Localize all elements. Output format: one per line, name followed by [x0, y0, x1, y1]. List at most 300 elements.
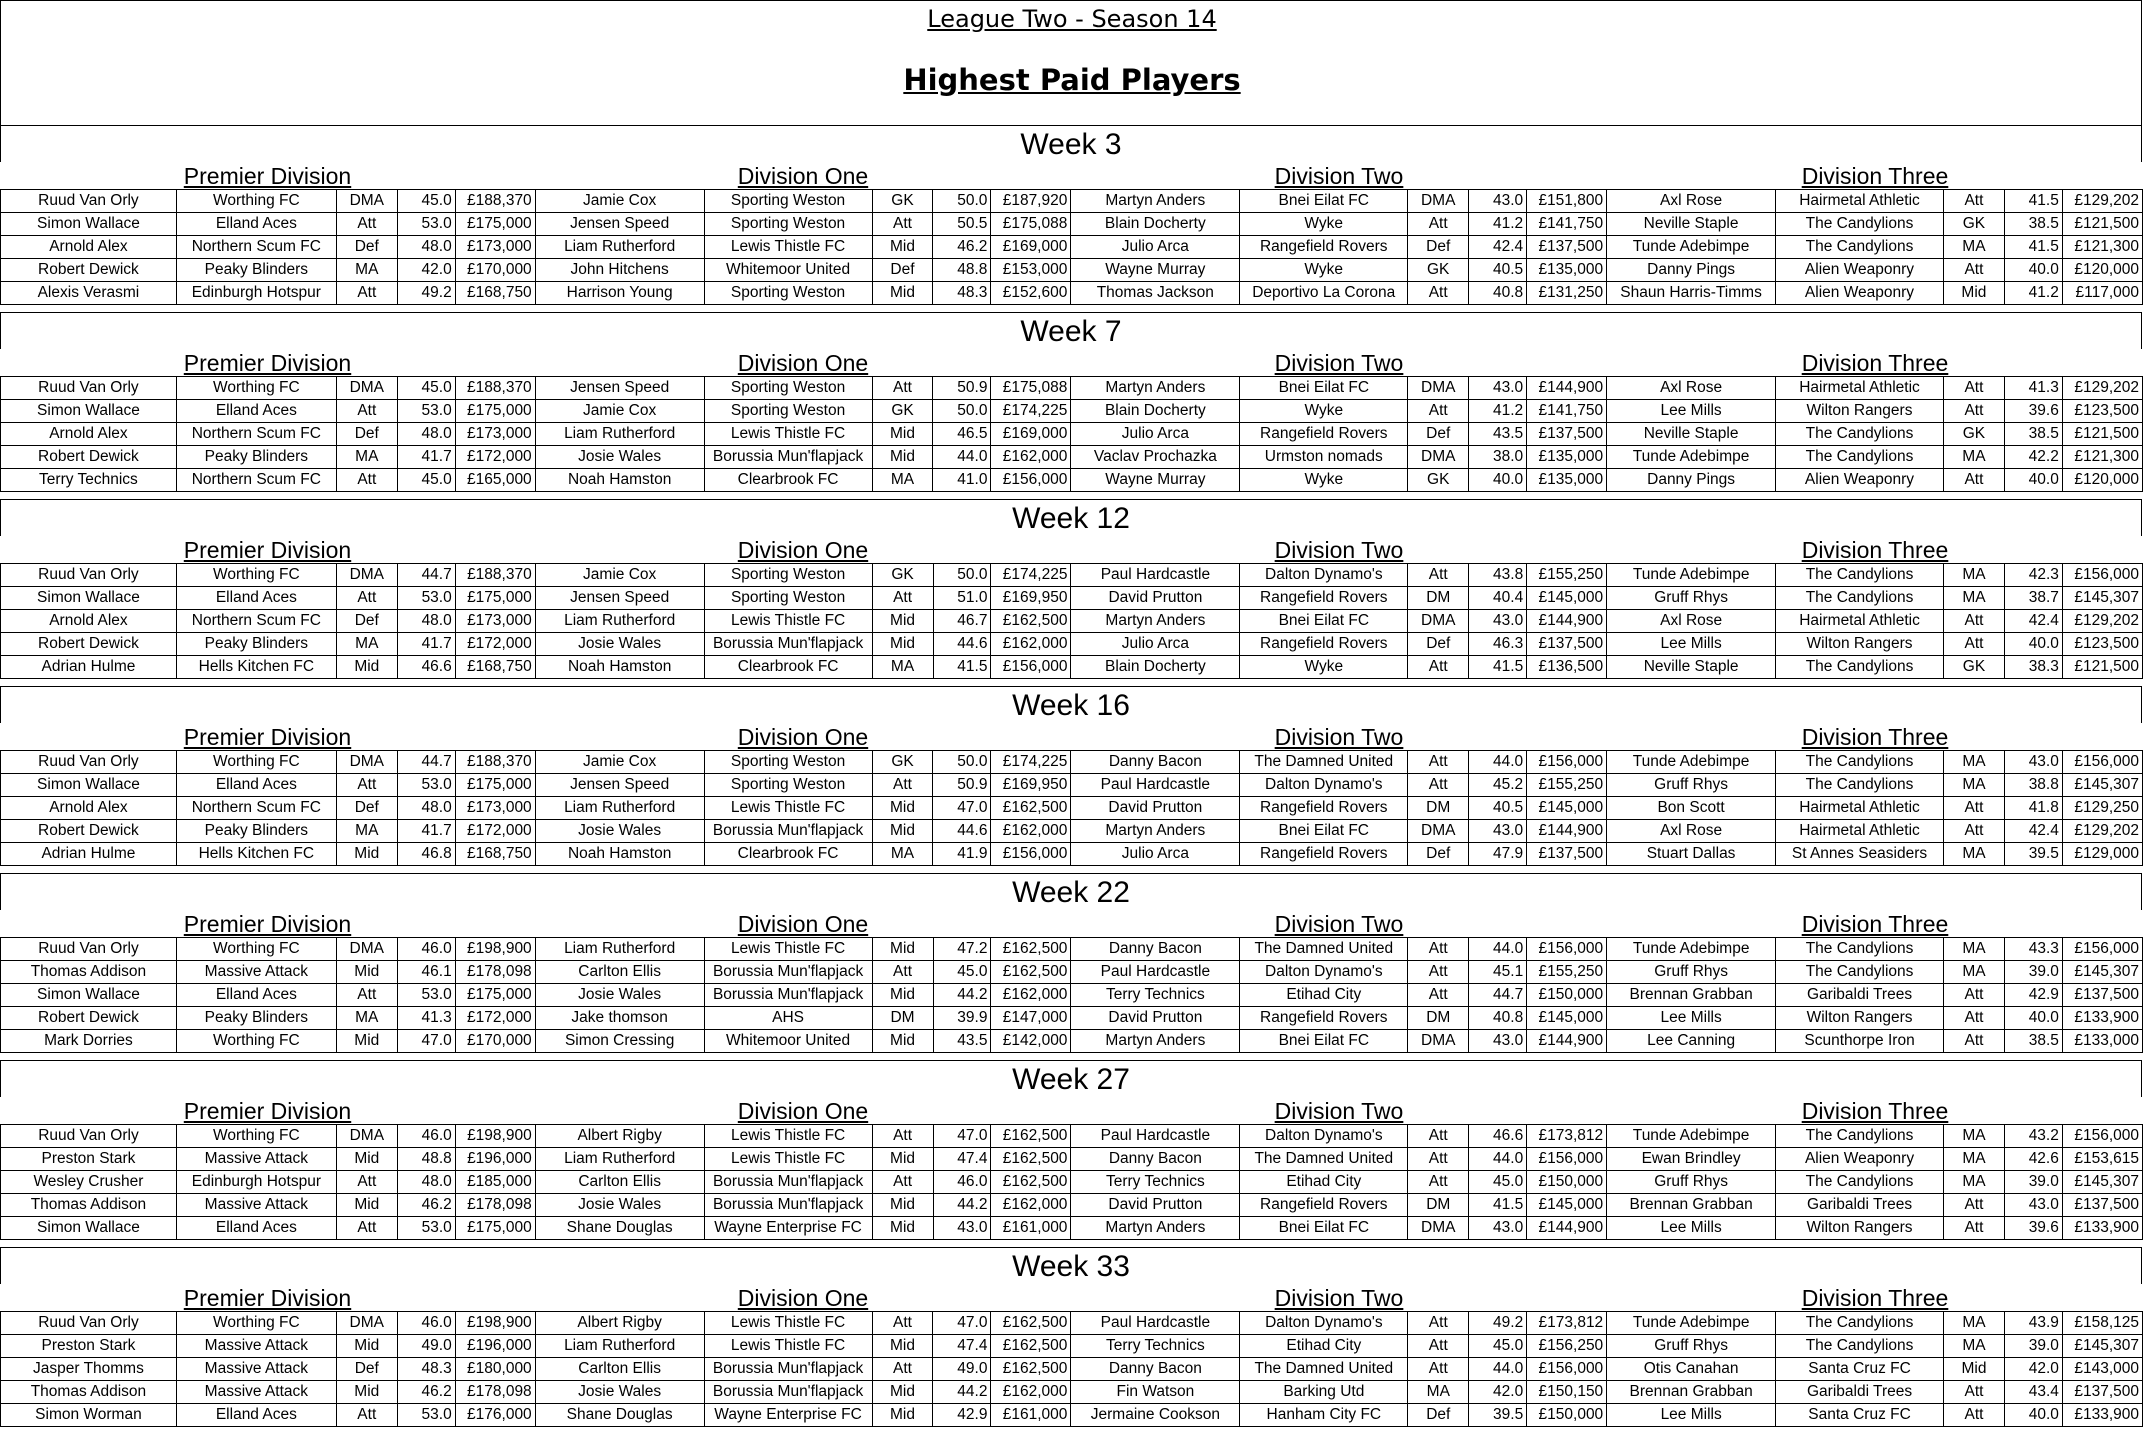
- position-cell: Mid: [872, 1381, 933, 1404]
- club-cell: The Candylions: [1776, 774, 1944, 797]
- player-cell: Tunde Adebimpe: [1607, 564, 1776, 587]
- rating-cell: 47.0: [933, 1312, 991, 1335]
- wage-cell: £172,000: [455, 820, 535, 843]
- wage-cell: £172,000: [455, 633, 535, 656]
- player-cell: Liam Rutherford: [535, 1335, 704, 1358]
- club-cell: Clearbrook FC: [704, 843, 872, 866]
- position-cell: DMA: [336, 190, 397, 213]
- player-cell: Ruud Van Orly: [1, 1125, 177, 1148]
- rating-cell: 50.5: [933, 213, 991, 236]
- club-cell: Whitemoor United: [704, 1030, 872, 1053]
- wage-cell: £198,900: [455, 1312, 535, 1335]
- table-row: [1, 469, 2143, 492]
- position-cell: Att: [1944, 610, 2005, 633]
- position-cell: Mid: [872, 1148, 933, 1171]
- division-header: Division Three: [1801, 350, 1949, 376]
- rating-cell: 44.6: [933, 633, 991, 656]
- division-header: Division Three: [1801, 1098, 1949, 1124]
- wage-cell: £162,500: [991, 610, 1071, 633]
- club-cell: Bnei Eilat FC: [1240, 610, 1408, 633]
- wage-cell: £175,000: [455, 984, 535, 1007]
- player-cell: Julio Arca: [1071, 423, 1240, 446]
- player-cell: Robert Dewick: [1, 633, 177, 656]
- rating-cell: 46.0: [397, 1125, 455, 1148]
- position-cell: Mid: [336, 1381, 397, 1404]
- club-cell: The Damned United: [1240, 1148, 1408, 1171]
- player-cell: Brennan Grabban: [1607, 1381, 1776, 1404]
- position-cell: Att: [872, 1171, 933, 1194]
- position-cell: Mid: [1943, 282, 2004, 305]
- rating-cell: 46.5: [933, 423, 991, 446]
- rating-cell: 43.2: [2004, 1125, 2062, 1148]
- club-cell: Bnei Eilat FC: [1240, 377, 1408, 400]
- table-row: [1, 961, 2143, 984]
- position-cell: Mid: [872, 633, 933, 656]
- position-cell: GK: [872, 751, 933, 774]
- rating-cell: 50.0: [933, 564, 991, 587]
- wage-cell: £120,000: [2062, 469, 2142, 492]
- club-cell: The Candylions: [1776, 213, 1944, 236]
- player-cell: Martyn Anders: [1071, 610, 1240, 633]
- position-cell: Def: [1408, 843, 1469, 866]
- position-cell: Att: [1943, 820, 2004, 843]
- player-cell: Ruud Van Orly: [1, 564, 177, 587]
- wage-cell: £131,250: [1527, 282, 1607, 305]
- position-cell: Mid: [872, 446, 933, 469]
- position-cell: DMA: [336, 377, 397, 400]
- player-cell: Noah Hamston: [535, 469, 704, 492]
- position-cell: Def: [1408, 1404, 1469, 1427]
- position-cell: Att: [1944, 1381, 2005, 1404]
- wage-cell: £172,000: [455, 446, 535, 469]
- position-cell: Att: [1408, 400, 1469, 423]
- club-cell: The Candylions: [1776, 938, 1944, 961]
- club-cell: Garibaldi Trees: [1776, 984, 1944, 1007]
- table-row: [1, 1194, 2143, 1217]
- wage-cell: £175,000: [455, 400, 535, 423]
- rating-cell: 43.0: [2004, 1194, 2062, 1217]
- division-header: Division Two: [1274, 724, 1404, 750]
- wage-cell: £162,500: [991, 1358, 1071, 1381]
- weeks-container: [0, 125, 2143, 1434]
- wage-cell: £188,370: [455, 564, 535, 587]
- player-cell: Alexis Verasmi: [1, 282, 177, 305]
- player-cell: Paul Hardcastle: [1071, 774, 1240, 797]
- club-cell: Garibaldi Trees: [1776, 1381, 1944, 1404]
- club-cell: The Candylions: [1776, 961, 1944, 984]
- table-row: [1, 633, 2143, 656]
- club-cell: Rangefield Rovers: [1240, 423, 1408, 446]
- wage-cell: £175,000: [455, 587, 535, 610]
- division-header: Division Two: [1274, 350, 1404, 376]
- position-cell: Att: [1408, 1125, 1469, 1148]
- player-cell: Josie Wales: [535, 984, 704, 1007]
- wage-cell: £144,900: [1527, 1030, 1607, 1053]
- player-cell: Fin Watson: [1071, 1381, 1240, 1404]
- rating-cell: 43.0: [2004, 751, 2062, 774]
- club-cell: The Candylions: [1776, 1335, 1944, 1358]
- club-cell: Lewis Thistle FC: [704, 797, 872, 820]
- rating-cell: 41.9: [933, 843, 991, 866]
- position-cell: Def: [1408, 423, 1469, 446]
- player-cell: Robert Dewick: [1, 1007, 177, 1030]
- rating-cell: 41.7: [397, 446, 455, 469]
- rating-cell: 42.9: [2004, 984, 2062, 1007]
- player-cell: Simon Wallace: [1, 587, 177, 610]
- club-cell: The Candylions: [1776, 656, 1944, 679]
- table-row: [1, 984, 2143, 1007]
- wage-cell: £156,000: [1527, 938, 1607, 961]
- club-cell: Elland Aces: [176, 400, 336, 423]
- wage-cell: £196,000: [455, 1148, 535, 1171]
- club-cell: St Annes Seasiders: [1776, 843, 1944, 866]
- wage-cell: £174,225: [991, 751, 1071, 774]
- players-table: [0, 750, 2143, 866]
- wage-cell: £144,900: [1527, 1217, 1607, 1240]
- rating-cell: 40.5: [1469, 797, 1527, 820]
- club-cell: The Candylions: [1776, 1312, 1944, 1335]
- player-cell: Albert Rigby: [535, 1312, 704, 1335]
- club-cell: Worthing FC: [176, 751, 336, 774]
- rating-cell: 42.4: [2004, 820, 2062, 843]
- division-header: Division One: [737, 724, 869, 750]
- player-cell: Albert Rigby: [535, 1125, 704, 1148]
- rating-cell: 41.2: [1469, 400, 1527, 423]
- player-cell: Thomas Addison: [1, 1381, 177, 1404]
- position-cell: Mid: [872, 423, 933, 446]
- division-header: Division Two: [1274, 163, 1404, 189]
- position-cell: Mid: [336, 1148, 397, 1171]
- club-cell: Peaky Blinders: [176, 1007, 336, 1030]
- wage-cell: £162,000: [991, 820, 1071, 843]
- wage-cell: £142,000: [991, 1030, 1071, 1053]
- rating-cell: 41.5: [933, 656, 991, 679]
- rating-cell: 40.0: [2004, 259, 2062, 282]
- position-cell: Def: [336, 797, 397, 820]
- position-cell: Att: [336, 469, 397, 492]
- rating-cell: 42.0: [1469, 1381, 1527, 1404]
- player-cell: Tunde Adebimpe: [1607, 236, 1776, 259]
- wage-cell: £161,000: [991, 1404, 1071, 1427]
- wage-cell: £169,000: [991, 236, 1071, 259]
- club-cell: Wyke: [1240, 213, 1408, 236]
- position-cell: Att: [872, 213, 933, 236]
- wage-cell: £150,000: [1527, 1171, 1607, 1194]
- club-cell: Sporting Weston: [704, 751, 872, 774]
- club-cell: Hairmetal Athletic: [1776, 377, 1944, 400]
- wage-cell: £176,000: [455, 1404, 535, 1427]
- club-cell: Sporting Weston: [704, 400, 872, 423]
- wage-cell: £162,500: [991, 1171, 1071, 1194]
- rating-cell: 53.0: [397, 1404, 455, 1427]
- rating-cell: 47.9: [1469, 843, 1527, 866]
- player-cell: Paul Hardcastle: [1071, 1312, 1240, 1335]
- division-header: Division Three: [1801, 911, 1949, 937]
- player-cell: Mark Dorries: [1, 1030, 177, 1053]
- club-cell: Borussia Mun'flapjack: [704, 984, 872, 1007]
- wage-cell: £156,000: [1527, 1358, 1607, 1381]
- player-cell: Ruud Van Orly: [1, 190, 177, 213]
- player-cell: Stuart Dallas: [1607, 843, 1776, 866]
- wage-cell: £173,000: [455, 610, 535, 633]
- position-cell: Att: [1408, 1171, 1469, 1194]
- rating-cell: 42.0: [397, 259, 455, 282]
- player-cell: Terry Technics: [1, 469, 177, 492]
- player-cell: Jamie Cox: [535, 751, 704, 774]
- position-cell: DMA: [1408, 377, 1469, 400]
- club-cell: Peaky Blinders: [176, 820, 336, 843]
- rating-cell: 39.0: [2004, 961, 2062, 984]
- position-cell: Att: [1943, 400, 2004, 423]
- club-cell: AHS: [704, 1007, 872, 1030]
- position-cell: Att: [336, 984, 397, 1007]
- wage-cell: £145,307: [2062, 1335, 2142, 1358]
- rating-cell: 49.2: [1469, 1312, 1527, 1335]
- wage-cell: £172,000: [455, 1007, 535, 1030]
- club-cell: The Candylions: [1776, 564, 1944, 587]
- position-cell: Att: [336, 400, 397, 423]
- player-cell: Brennan Grabban: [1607, 1194, 1776, 1217]
- player-cell: John Hitchens: [535, 259, 704, 282]
- player-cell: Gruff Rhys: [1607, 587, 1776, 610]
- player-cell: Lee Mills: [1607, 633, 1776, 656]
- position-cell: Att: [1944, 633, 2005, 656]
- rating-cell: 46.7: [933, 610, 991, 633]
- rating-cell: 42.4: [1469, 236, 1527, 259]
- position-cell: Mid: [872, 1335, 933, 1358]
- player-cell: Preston Stark: [1, 1148, 177, 1171]
- club-cell: Urmston nomads: [1240, 446, 1408, 469]
- rating-cell: 38.7: [2004, 587, 2062, 610]
- position-cell: Mid: [872, 820, 933, 843]
- wage-cell: £198,900: [455, 1125, 535, 1148]
- player-cell: Ewan Brindley: [1607, 1148, 1776, 1171]
- player-cell: Neville Staple: [1607, 656, 1776, 679]
- wage-cell: £155,250: [1527, 961, 1607, 984]
- club-cell: Rangefield Rovers: [1240, 843, 1408, 866]
- wage-cell: £129,202: [2062, 820, 2142, 843]
- wage-cell: £162,000: [991, 446, 1071, 469]
- rating-cell: 42.9: [933, 1404, 991, 1427]
- rating-cell: 43.5: [933, 1030, 991, 1053]
- club-cell: Hairmetal Athletic: [1776, 797, 1944, 820]
- player-cell: Bon Scott: [1607, 797, 1776, 820]
- rating-cell: 43.8: [1469, 564, 1527, 587]
- rating-cell: 53.0: [397, 587, 455, 610]
- division-header: Division Three: [1801, 724, 1949, 750]
- club-cell: Santa Cruz FC: [1776, 1358, 1944, 1381]
- player-cell: Otis Canahan: [1607, 1358, 1776, 1381]
- position-cell: Mid: [872, 1194, 933, 1217]
- week-title: Week 7: [0, 312, 2142, 349]
- league-title: League Two - Season 14: [927, 5, 1217, 33]
- player-cell: Danny Bacon: [1071, 751, 1240, 774]
- table-row: [1, 774, 2143, 797]
- club-cell: Hairmetal Athletic: [1776, 190, 1944, 213]
- player-cell: Noah Hamston: [535, 656, 704, 679]
- club-cell: Hanham City FC: [1240, 1404, 1408, 1427]
- division-header: Division One: [737, 1098, 869, 1124]
- position-cell: MA: [336, 446, 397, 469]
- table-row: [1, 1381, 2143, 1404]
- rating-cell: 41.7: [397, 633, 455, 656]
- position-cell: Att: [1943, 1194, 2004, 1217]
- club-cell: Bnei Eilat FC: [1240, 1217, 1408, 1240]
- club-cell: Clearbrook FC: [704, 656, 872, 679]
- club-cell: Hairmetal Athletic: [1776, 610, 1944, 633]
- position-cell: Att: [1408, 282, 1469, 305]
- wage-cell: £137,500: [2062, 984, 2142, 1007]
- wage-cell: £173,000: [455, 797, 535, 820]
- club-cell: Bnei Eilat FC: [1240, 820, 1408, 843]
- rating-cell: 45.0: [933, 961, 991, 984]
- position-cell: Att: [1408, 1312, 1469, 1335]
- position-cell: Att: [1408, 213, 1469, 236]
- rating-cell: 38.5: [2004, 1030, 2062, 1053]
- player-cell: Martyn Anders: [1071, 377, 1240, 400]
- wage-cell: £133,900: [2062, 1007, 2142, 1030]
- position-cell: DMA: [1408, 1217, 1469, 1240]
- wage-cell: £170,000: [455, 1030, 535, 1053]
- player-cell: Robert Dewick: [1, 259, 177, 282]
- position-cell: MA: [336, 633, 397, 656]
- rating-cell: 51.0: [933, 587, 991, 610]
- position-cell: MA: [1943, 843, 2004, 866]
- wage-cell: £162,500: [991, 1125, 1071, 1148]
- wage-cell: £150,000: [1527, 1404, 1607, 1427]
- table-row: [1, 1030, 2143, 1053]
- player-cell: Paul Hardcastle: [1071, 1125, 1240, 1148]
- rating-cell: 49.0: [397, 1335, 455, 1358]
- player-cell: Danny Pings: [1607, 469, 1776, 492]
- rating-cell: 48.0: [397, 236, 455, 259]
- club-cell: Elland Aces: [176, 774, 336, 797]
- club-cell: Deportivo La Corona: [1240, 282, 1408, 305]
- club-cell: Peaky Blinders: [176, 259, 336, 282]
- rating-cell: 40.5: [1469, 259, 1527, 282]
- player-cell: Tunde Adebimpe: [1607, 1312, 1776, 1335]
- club-cell: Borussia Mun'flapjack: [704, 1171, 872, 1194]
- table-row: [1, 190, 2143, 213]
- club-cell: Worthing FC: [176, 564, 336, 587]
- player-cell: Martyn Anders: [1071, 1030, 1240, 1053]
- player-cell: Tunde Adebimpe: [1607, 938, 1776, 961]
- rating-cell: 46.2: [933, 236, 991, 259]
- club-cell: Hells Kitchen FC: [176, 656, 336, 679]
- position-cell: Att: [336, 282, 397, 305]
- wage-cell: £168,750: [455, 282, 535, 305]
- wage-cell: £123,500: [2062, 633, 2142, 656]
- wage-cell: £144,900: [1527, 610, 1607, 633]
- wage-cell: £123,500: [2062, 400, 2142, 423]
- club-cell: Scunthorpe Iron: [1776, 1030, 1944, 1053]
- wage-cell: £150,150: [1527, 1381, 1607, 1404]
- position-cell: Att: [872, 1312, 933, 1335]
- wage-cell: £178,098: [455, 961, 535, 984]
- club-cell: Borussia Mun'flapjack: [704, 446, 872, 469]
- club-cell: Sporting Weston: [704, 282, 872, 305]
- club-cell: Peaky Blinders: [176, 446, 336, 469]
- club-cell: Santa Cruz FC: [1776, 1404, 1944, 1427]
- wage-cell: £145,307: [2062, 774, 2142, 797]
- rating-cell: 45.2: [1469, 774, 1527, 797]
- player-cell: Adrian Hulme: [1, 843, 177, 866]
- player-cell: Arnold Alex: [1, 610, 177, 633]
- rating-cell: 39.6: [2004, 400, 2062, 423]
- position-cell: Att: [1943, 190, 2004, 213]
- player-cell: Harrison Young: [535, 282, 704, 305]
- wage-cell: £133,000: [2062, 1030, 2142, 1053]
- wage-cell: £121,300: [2062, 236, 2142, 259]
- wage-cell: £162,000: [991, 633, 1071, 656]
- position-cell: Mid: [872, 797, 933, 820]
- player-cell: Robert Dewick: [1, 820, 177, 843]
- players-table: [0, 1311, 2143, 1427]
- wage-cell: £156,000: [1527, 751, 1607, 774]
- position-cell: DMA: [1408, 446, 1469, 469]
- player-cell: Lee Mills: [1607, 1007, 1776, 1030]
- club-cell: Worthing FC: [176, 377, 336, 400]
- rating-cell: 43.0: [1469, 1217, 1527, 1240]
- rating-cell: 43.0: [1469, 820, 1527, 843]
- player-cell: Josie Wales: [535, 446, 704, 469]
- player-cell: Adrian Hulme: [1, 656, 177, 679]
- division-header: Premier Division: [183, 1098, 352, 1124]
- position-cell: Att: [1408, 656, 1469, 679]
- club-cell: The Damned United: [1240, 938, 1408, 961]
- position-cell: GK: [872, 564, 933, 587]
- player-cell: Danny Bacon: [1071, 1148, 1240, 1171]
- position-cell: Def: [336, 1358, 397, 1381]
- table-row: [1, 1007, 2143, 1030]
- rating-cell: 45.0: [397, 377, 455, 400]
- club-cell: Lewis Thistle FC: [704, 236, 872, 259]
- club-cell: Worthing FC: [176, 938, 336, 961]
- position-cell: Att: [1944, 1007, 2005, 1030]
- rating-cell: 39.6: [2004, 1217, 2062, 1240]
- wage-cell: £153,000: [991, 259, 1071, 282]
- position-cell: DM: [1408, 1007, 1469, 1030]
- player-cell: Jamie Cox: [535, 400, 704, 423]
- player-cell: Tunde Adebimpe: [1607, 751, 1776, 774]
- division-header: Division Two: [1274, 537, 1404, 563]
- club-cell: Wayne Enterprise FC: [704, 1404, 872, 1427]
- wage-cell: £137,500: [2062, 1194, 2142, 1217]
- club-cell: Northern Scum FC: [176, 236, 336, 259]
- position-cell: Att: [336, 1404, 397, 1427]
- wage-cell: £145,307: [2062, 587, 2142, 610]
- player-cell: Terry Technics: [1071, 984, 1240, 1007]
- club-cell: Rangefield Rovers: [1240, 587, 1408, 610]
- position-cell: DMA: [336, 564, 397, 587]
- rating-cell: 46.8: [397, 843, 455, 866]
- wage-cell: £168,750: [455, 656, 535, 679]
- rating-cell: 48.0: [397, 610, 455, 633]
- wage-cell: £156,000: [2062, 1125, 2142, 1148]
- club-cell: Massive Attack: [176, 961, 336, 984]
- player-cell: Lee Mills: [1607, 400, 1776, 423]
- wage-cell: £175,000: [455, 213, 535, 236]
- position-cell: Mid: [872, 938, 933, 961]
- table-row: [1, 259, 2143, 282]
- player-cell: Arnold Alex: [1, 236, 177, 259]
- club-cell: Northern Scum FC: [176, 610, 336, 633]
- club-cell: Lewis Thistle FC: [704, 1335, 872, 1358]
- player-cell: Noah Hamston: [535, 843, 704, 866]
- player-cell: Axl Rose: [1607, 610, 1776, 633]
- rating-cell: 39.0: [2004, 1335, 2062, 1358]
- player-cell: David Prutton: [1071, 1194, 1240, 1217]
